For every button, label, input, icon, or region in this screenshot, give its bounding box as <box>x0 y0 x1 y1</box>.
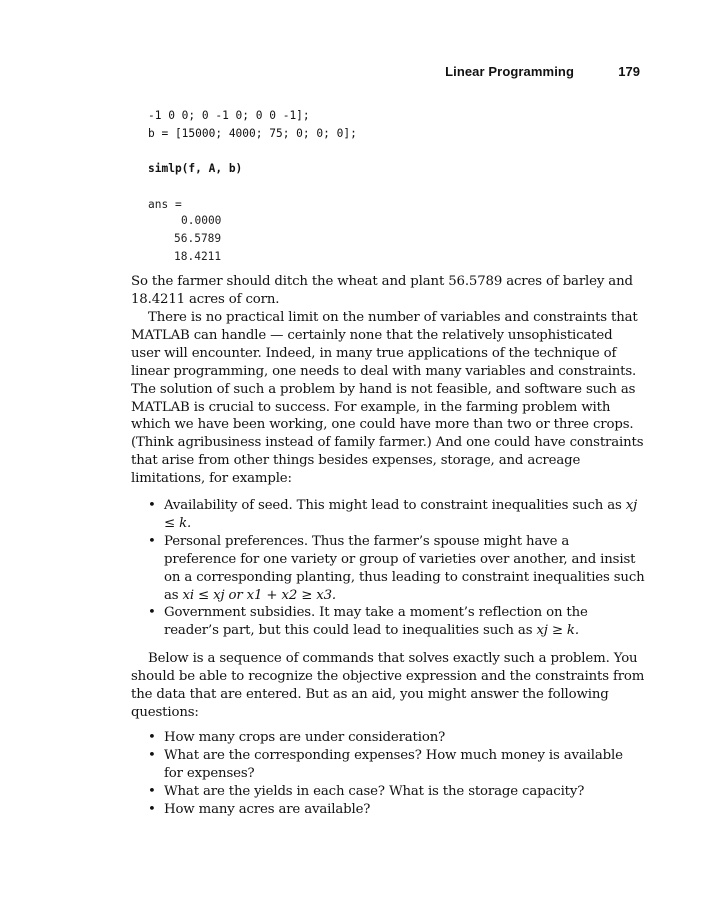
list-item-math: xj ≤ k. <box>164 498 638 531</box>
list-item-text: What are the corresponding expenses? How much money is available for expenses? <box>164 747 623 781</box>
paragraph-limits: There is no practical limit on the number of variables and constraints that MATLAB can handle — certainly none that the relatively unsophisticated user will encounter. Indeed, in many true applications of the technique of linear programming, one needs to deal with many variables and constraints. The solution of such a problem by hand is not feasible, and software such as MATLAB is crucial to success. For example, in the farming problem with which we have been working, one could have more than two or three crops. (Think agribusiness instead of family farmer.) And one could have constraints that arise from other things besides expenses, storage, and acreage limitations, for example: <box>131 310 644 487</box>
bullet-icon: • <box>148 801 156 817</box>
constraint-examples-list <box>131 497 645 640</box>
bullet-icon: • <box>148 747 156 763</box>
list-item-text: How many acres are available? <box>164 801 371 817</box>
list-item-text: What are the yields in each case? What is the storage capacity? <box>164 783 585 799</box>
list-item <box>131 783 645 801</box>
bullet-icon: • <box>148 498 156 513</box>
code-ans-label: ans = <box>148 198 182 211</box>
list-item <box>131 729 645 747</box>
list-item-text: Government subsidies. It may take a moment’s reflection on the reader’s part, but this could lead to inequalities such as <box>164 605 588 639</box>
list-item-math: xi ≤ xj or x1 + x2 ≥ x3. <box>182 587 337 603</box>
bullet-icon: • <box>148 730 156 745</box>
bullet-icon: • <box>148 783 156 799</box>
paragraph-commands-intro: Below is a sequence of commands that solves exactly such a problem. You should be able to recognize the objective expression and the constraints from the data that are entered. But as an aid, you might answer the following questions: <box>131 651 645 720</box>
running-header <box>0 64 702 82</box>
list-item <box>131 497 645 533</box>
code-line-2: b = [15000; 4000; 75; 0; 0; 0]; <box>148 126 357 140</box>
list-item <box>131 747 645 783</box>
bullet-icon: • <box>148 605 156 621</box>
list-item-text: Personal preferences. Thus the farmer’s spouse might have a preference for one variety or group of varieties over another, and insist on a corresponding planting, thus leading to constraint inequalities such as <box>164 533 645 603</box>
ans-value-3: 18.4211 <box>174 250 222 263</box>
list-item <box>131 533 645 605</box>
bullet-icon: • <box>148 533 156 549</box>
list-item-math: xj ≥ k. <box>536 623 579 639</box>
list-item <box>131 801 645 819</box>
ans-value-1: 0.0000 <box>181 214 222 227</box>
paragraph-conclusion: So the farmer should ditch the wheat and plant 56.5789 acres of barley and 18.4211 acres of corn. <box>131 274 633 307</box>
list-item-text: How many crops are under consideration? <box>164 730 446 745</box>
code-block-matrix <box>148 107 357 142</box>
ans-value-2: 56.5789 <box>174 232 222 245</box>
code-command: simlp(f, A, b) <box>148 162 243 175</box>
page-number: 179 <box>618 64 640 79</box>
code-line-1: -1 0 0; 0 -1 0; 0 0 -1]; <box>148 109 310 122</box>
list-item <box>131 604 645 640</box>
questions-list <box>131 729 645 819</box>
section-title: Linear Programming <box>445 64 574 79</box>
list-item-text: Availability of seed. This might lead to constraint inequalities such as <box>164 498 622 513</box>
